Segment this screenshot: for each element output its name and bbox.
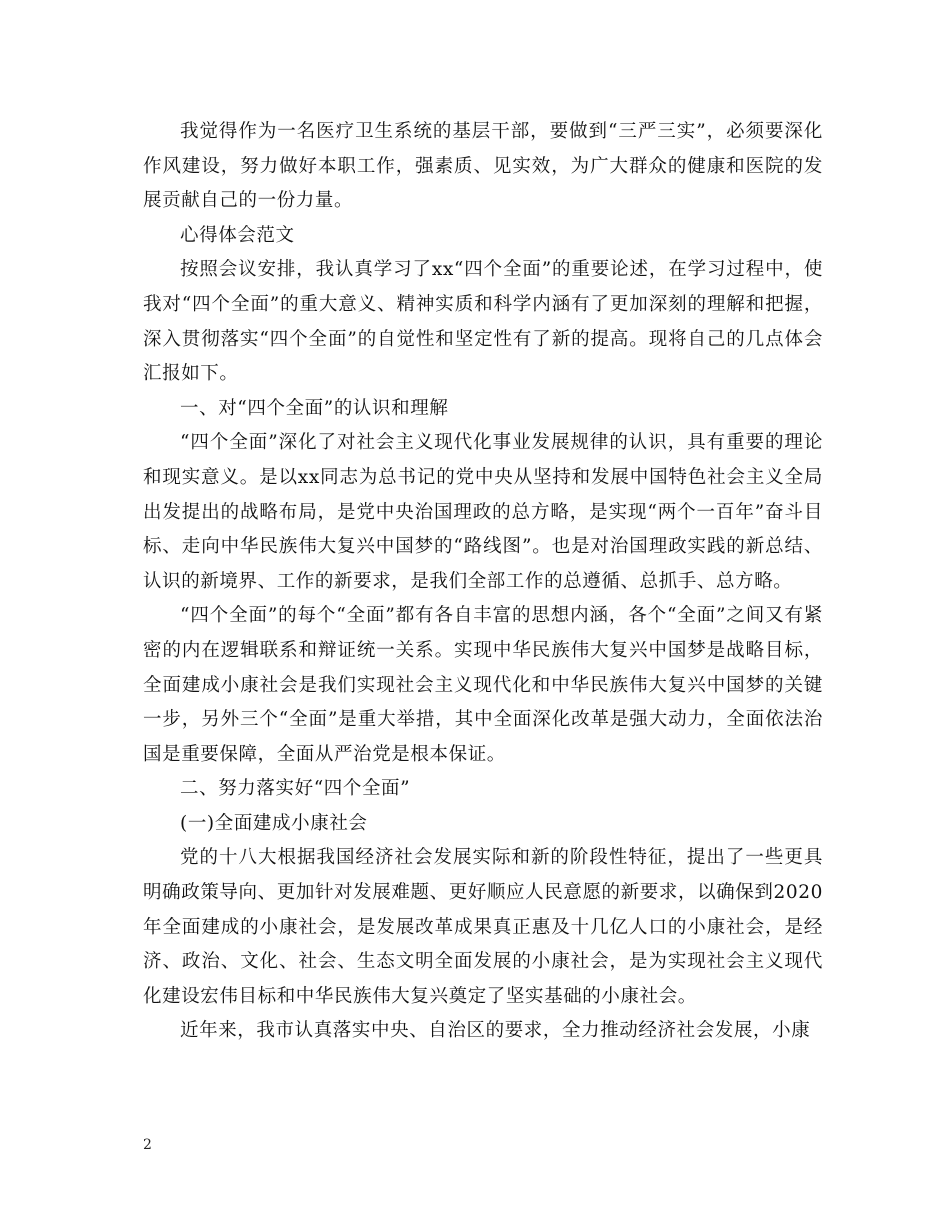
paragraph-introduction: 按照会议安排，我认真学习了xx“四个全面”的重要论述，在学习过程中，使我对“四个全面”的重大意义、精神实质和科学内涵有了更加深刻的理解和把握，深入贯彻落实“四个全面”的自觉性和坚定性有了新的提高。现将自己的几点体会汇报如下。 — [143, 259, 823, 385]
heading-part-two: 二、努力落实好“四个全面” — [180, 778, 411, 800]
paragraph-eighteenth-congress: 党的十八大根据我国经济社会发展实际和新的阶段性特征，提出了一些更具明确政策导向、更加针对发展难题、更好顺应人民意愿的新要求，以确保到2020年全面建成的小康社会，是发展改革成果真正惠及十几亿人口的小康社会，是经济、政治、文化、社会、生态文明全面发展的小康社会，是为实现社会主义现代化建设宏伟目标和中华民族伟大复兴奠定了坚实基础的小康社会。 — [143, 847, 823, 1007]
subheading-moderately-prosperous-society: (一)全面建成小康社会 — [180, 812, 368, 834]
paragraph-significance: “四个全面”深化了对社会主义现代化事业发展规律的认识，具有重要的理论和现实意义。是以xx同志为总书记的党中央从坚持和发展中国特色社会主义全局出发提出的战略布局，是党中央治国理政的总方略，是实现“两个一百年”奋斗目标、走向中华民族伟大复兴中国梦的“路线图”。也是对治国理政实践的新总结、认识的新境界、工作的新要求，是我们全部工作的总遵循、总抓手、总方略。 — [143, 432, 823, 592]
paragraph-recent-years: 近年来，我市认真落实中央、自治区的要求，全力推动经济社会发展，小康 — [180, 1020, 811, 1042]
paragraph-logical-relations: “四个全面”的每个“全面”都有各自丰富的思想内涵，各个“全面”之间又有紧密的内在逻辑联系和辩证统一关系。实现中华民族伟大复兴中国梦是战略目标，全面建成小康社会是我们实现社会主义现代化和中华民族伟大复兴中国梦的关键一步，另外三个“全面”是重大举措，其中全面深化改革是强大动力，全面依法治国是重要保障，全面从严治党是根本保证。 — [143, 605, 823, 765]
page-number: 2 — [143, 1137, 152, 1153]
section-title-sample-essay: 心得体会范文 — [180, 224, 295, 246]
document-body — [143, 115, 823, 1049]
heading-part-one: 一、对“四个全面”的认识和理解 — [180, 397, 449, 419]
paragraph-closing-remarks: 我觉得作为一名医疗卫生系统的基层干部，要做到“三严三实”，必须要深化作风建设，努力做好本职工作，强素质、见实效，为广大群众的健康和医院的发展贡献自己的一份力量。 — [143, 121, 823, 212]
